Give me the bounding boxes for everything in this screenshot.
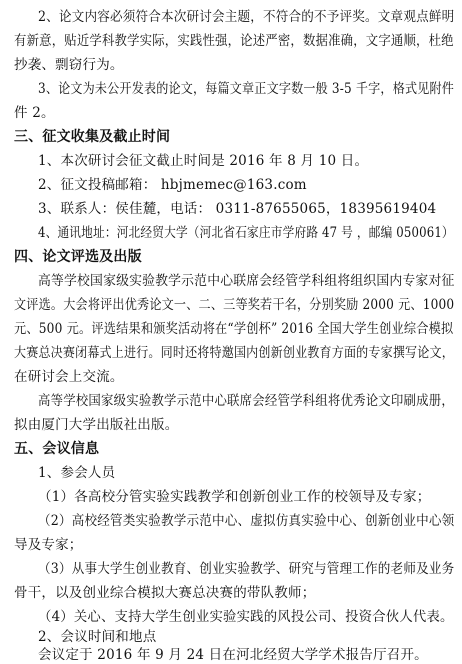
contact-text: 3、联系人：侯佳麓，电话： 0311-87655065，18395619404	[38, 201, 437, 217]
item2-line3: 抄袭、剽窃行为。	[14, 57, 124, 73]
s4-para2-line2: 拟由厦门大学出版社出版。	[14, 417, 179, 433]
s4-para1-line2: 文评选。大会将评出优秀论文一、二、三等奖若干名，分别奖励 2000 元、1000	[14, 297, 455, 313]
attendee-4: （4）关心、支持大学生创业实验实践的风投公司、投资合伙人代表。	[38, 609, 454, 625]
section4-heading: 四、论文评选及出版	[14, 249, 142, 265]
item2-line2: 有新意，贴近学科教学实际，实践性强，论述严密，数据准确，文字通顺，杜绝	[14, 33, 454, 49]
section3-heading: 三、征文收集及截止时间	[14, 129, 171, 145]
deadline-text: 1、本次研讨会征文截止时间是 2016 年 8 月 10 日。	[38, 153, 369, 169]
item3-line1: 3、论文为未公开发表的论文，每篇文章正文字数一般 3-5 千字，格式见附件	[38, 81, 455, 97]
email-text: 2、征文投稿邮箱： hbjmemec@163.com	[38, 177, 307, 193]
item2-line1: 2、论文内容必须符合本次研讨会主题，不符合的不予评奖。文章观点鲜明	[38, 9, 455, 25]
s4-para1-line3: 元、500 元。评选结果和颁奖活动将在“学创杯” 2016 全国大学生创业综合模拟	[14, 321, 454, 337]
attendee-2-line2: 导及专家；	[14, 537, 83, 553]
venue-text: 会议定于 2016 年 9 月 24 日在河北经贸大学学术报告厅召开。	[38, 647, 428, 663]
address-text: 4、通讯地址：河北经贸大学（河北省石家庄市学府路 47 号 ，邮编 050061）	[38, 225, 454, 241]
section5-heading: 五、会议信息	[14, 441, 100, 457]
attendees-subheading: 1、参会人员	[38, 465, 116, 481]
attendee-2-line1: （2）高校经管类实验教学示范中心、虚拟仿真实验中心、创新创业中心领	[38, 513, 455, 529]
s4-para1-line5: 在研讨会上交流。	[14, 369, 124, 385]
time-place-subheading: 2、会议时间和地点	[38, 629, 157, 645]
s4-para1-line4: 大赛总决赛闭幕式上进行。同时还将特邀国内创新创业教育方面的专家撰写论文，	[14, 345, 454, 361]
attendee-3-line2: 骨干，以及创业综合模拟大赛总决赛的带队教师；	[14, 585, 316, 601]
item3-line2: 件 2。	[14, 105, 55, 121]
s4-para2-line1: 高等学校国家级实验教学示范中心联席会经管学科组将优秀论文印刷成册，	[38, 393, 454, 409]
s4-para1-line1: 高等学校国家级实验教学示范中心联席会经管学科组将组织国内专家对征	[38, 273, 455, 289]
attendee-3-line1: （3）从事大学生创业教育、创业实验教学、研究与管理工作的老师及业务	[38, 561, 455, 577]
attendee-1: （1）各高校分管实验实践教学和创新创业工作的校领导及专家；	[38, 489, 431, 505]
